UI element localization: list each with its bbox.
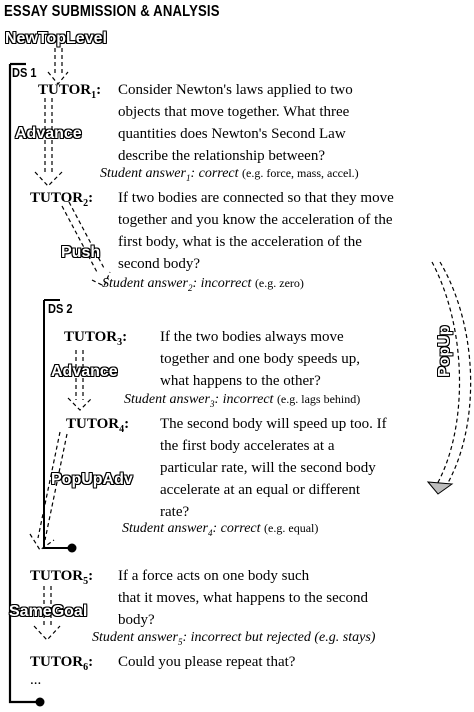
operation-pop-up: PopUp	[436, 325, 453, 377]
operation-advance-3: Advance	[51, 363, 118, 380]
operation-same-goal: SameGoal	[9, 603, 88, 620]
page-title: ESSAY SUBMISSION & ANALYSIS	[4, 3, 220, 20]
student-answer-3: Student answer$_3$: incorrect (e.g. lags behind)	[124, 392, 361, 409]
operation-advance-1: Advance	[15, 125, 82, 142]
tutor-3-text: If the two bodies always move together and one body speeds up, what happens to the other?	[160, 329, 360, 389]
ds2-label: DS 2	[48, 301, 73, 316]
student-answer-5: Student answer$_5$: incorrect but rejected (e.g. stays)	[92, 630, 376, 647]
ds1-label: DS 1	[12, 65, 37, 80]
tutor-2-text: If two bodies are connected so that they move together and you know the acceleration of the first body, what is the acceleration of the second body?	[118, 190, 394, 272]
tutor-5-text: If a force acts on one body such that it moves, what happens to the second body?	[118, 568, 368, 628]
student-answer-4: Student answer$_4$: correct (e.g. equal)	[122, 521, 319, 538]
student-answer-1: Student answer$_1$: correct (e.g. force, mass, accel.)	[100, 166, 359, 183]
continuation-ellipsis: ...	[30, 672, 42, 688]
tutor-6-label: $TUTOR_6$:	[30, 654, 94, 673]
tutor-4-label: $TUTOR_4$:	[66, 416, 130, 435]
ds2-end-dot	[68, 544, 77, 553]
operation-pop-up-adv: PopUpAdv	[51, 471, 133, 488]
tutor-3-label: $TUTOR_3$:	[64, 329, 128, 348]
operation-push: Push	[61, 244, 101, 261]
tutor-6-text: Could you please repeat that?	[118, 654, 296, 670]
ds1-end-dot	[36, 698, 45, 707]
tutor-1-label: $TUTOR_1$:	[38, 82, 102, 101]
tutor-5-label: $TUTOR_5$:	[30, 568, 94, 587]
new-top-level-label: NewTopLevel	[5, 30, 107, 47]
tutor-1-text: Consider Newton's laws applied to two objects that move together. What three quantities does Newton's Second Law describe the relationship between?	[118, 82, 353, 164]
student-answer-2: Student answer$_2$: incorrect (e.g. zero)	[102, 276, 304, 293]
tutor-4-text: The second body will speed up too. If the first body accelerates at a particular rate, will the second body accelerate at an equal or different rate?	[160, 416, 387, 520]
tutor-2-label: $TUTOR_2$:	[30, 190, 94, 209]
